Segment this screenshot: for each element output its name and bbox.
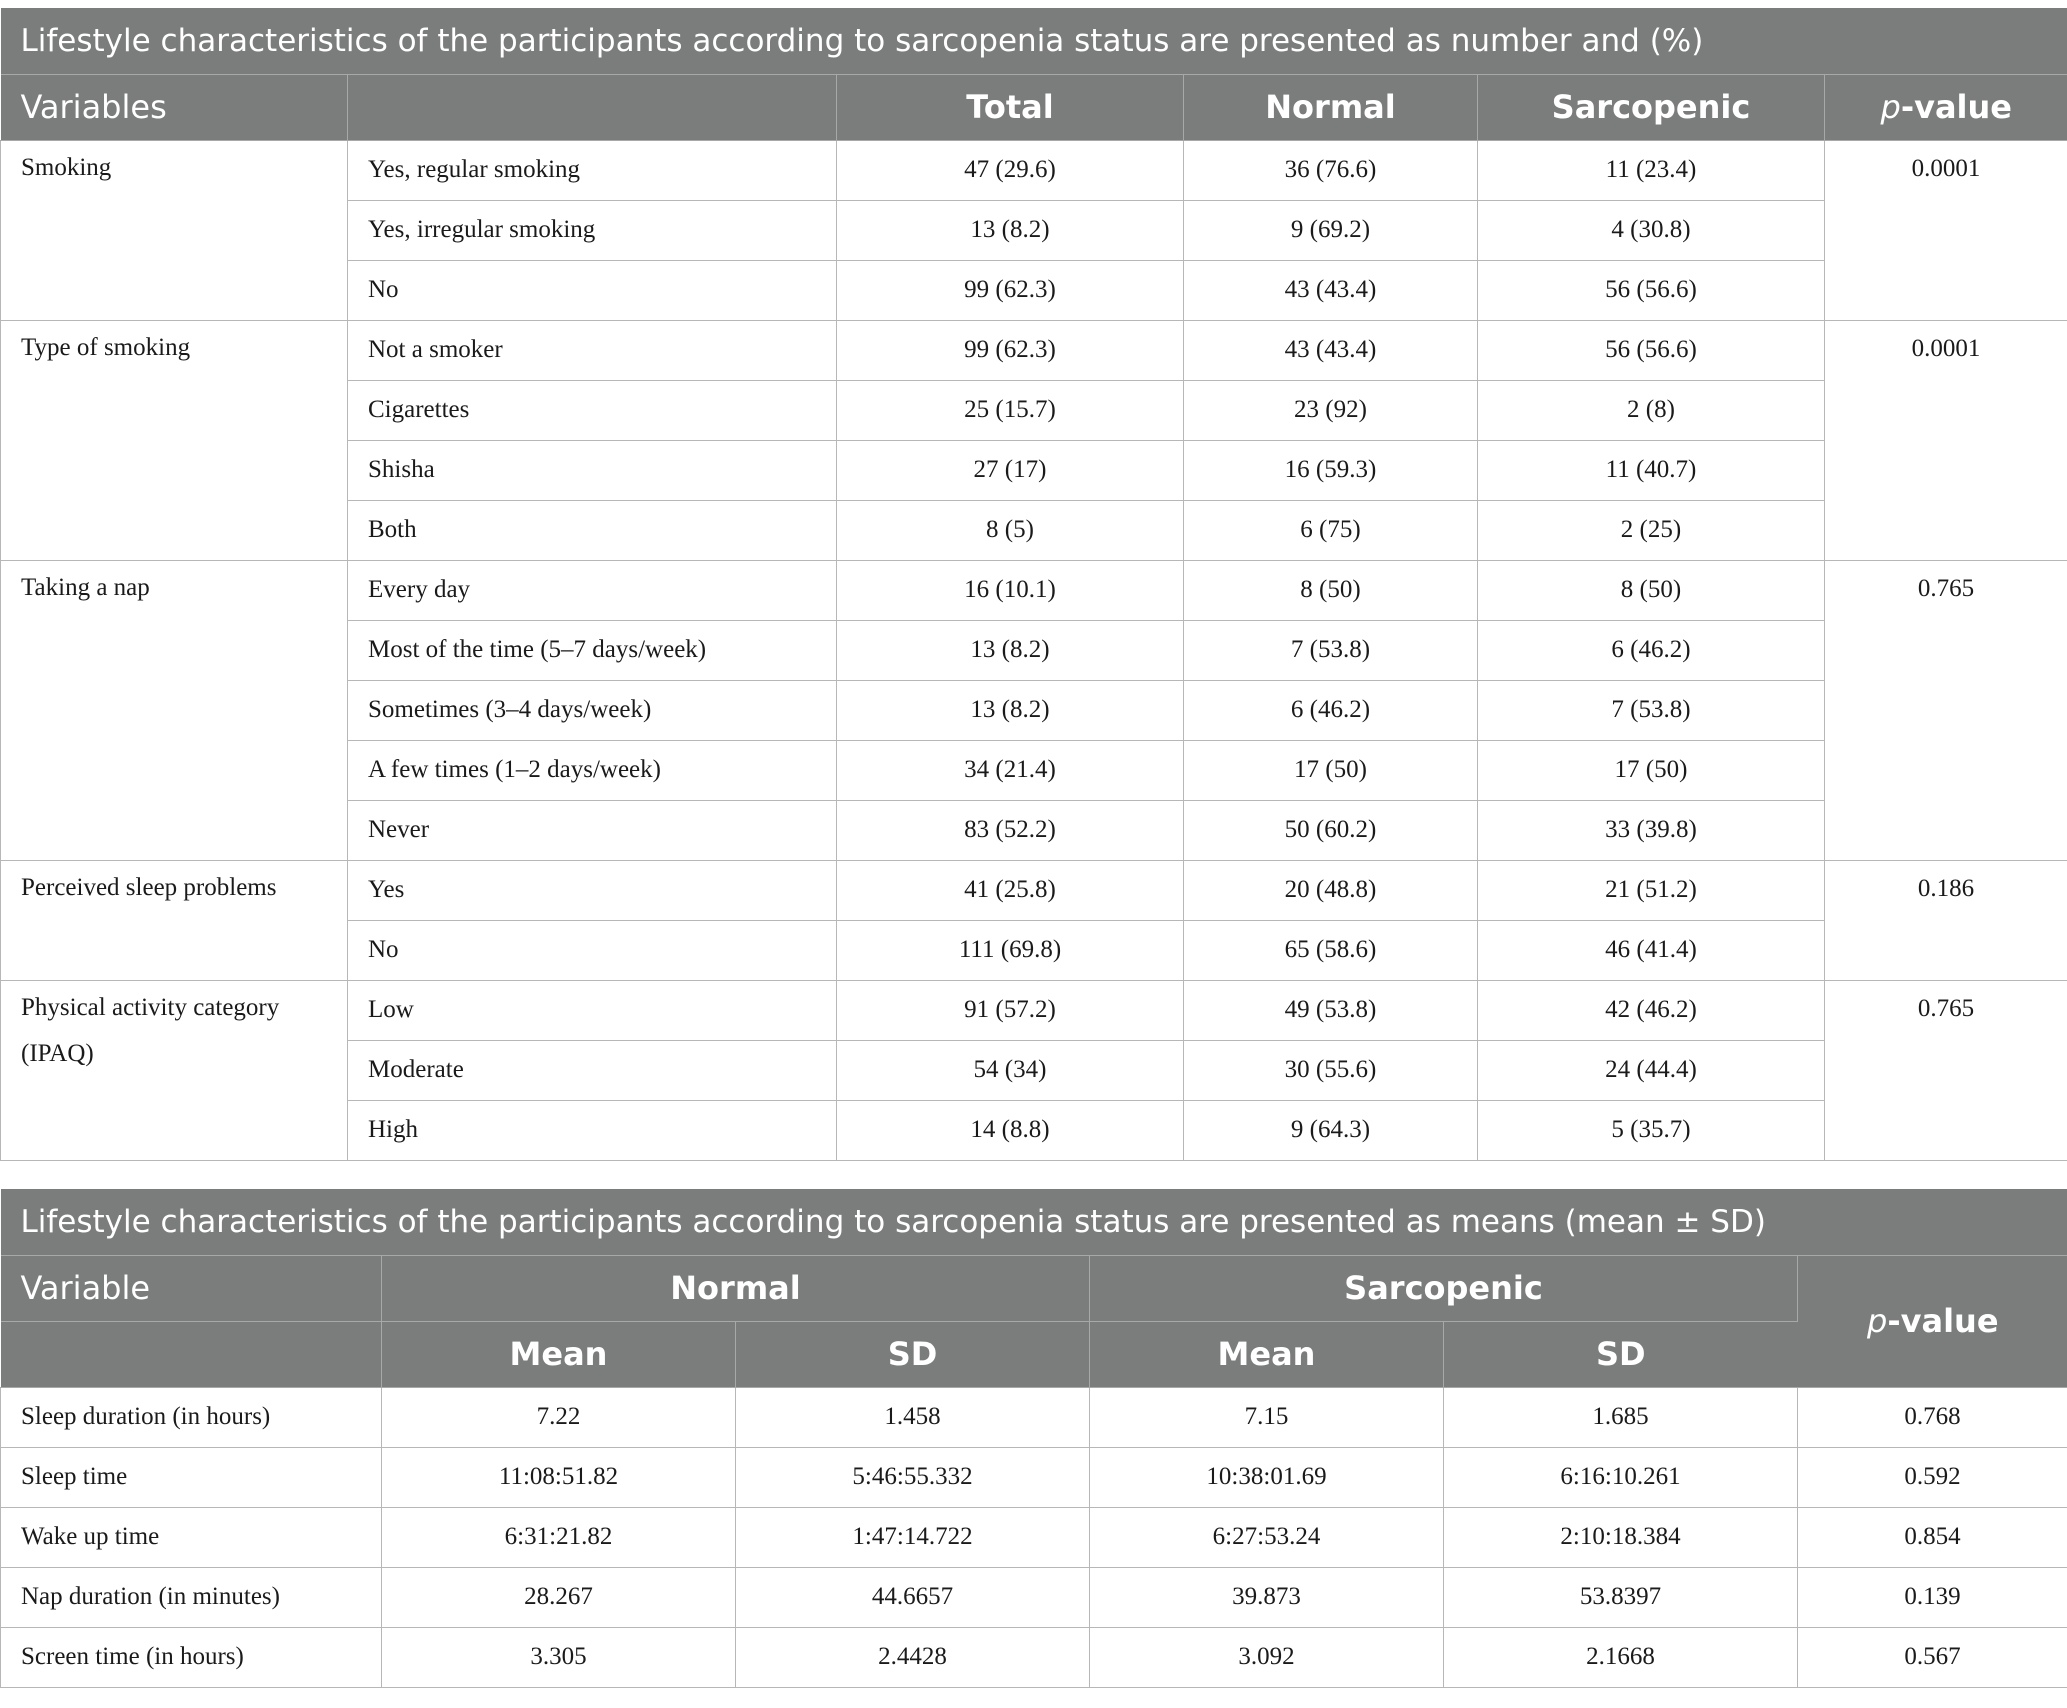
header-sarcopenic: Sarcopenic xyxy=(1478,74,1825,140)
table-row xyxy=(1,860,2067,920)
sarcopenic-cell: 42 (46.2) xyxy=(1478,980,1825,1040)
normal-mean-cell: 28.267 xyxy=(382,1567,736,1627)
normal-mean-cell: 7.22 xyxy=(382,1387,736,1447)
header-p-value xyxy=(1825,74,2067,140)
table2-body xyxy=(1,1387,2067,1687)
counts-table xyxy=(0,8,2067,1161)
variable-cell: Nap duration (in minutes) xyxy=(1,1567,382,1627)
sarcopenic-cell: 2 (25) xyxy=(1478,500,1825,560)
table-row xyxy=(1,1627,2067,1687)
sarcopenic-cell: 46 (41.4) xyxy=(1478,920,1825,980)
sarcopenic-cell: 5 (35.7) xyxy=(1478,1100,1825,1160)
total-cell: 99 (62.3) xyxy=(837,320,1184,380)
header-normal-sd: SD xyxy=(736,1321,1090,1387)
p-italic-2: p xyxy=(1867,1302,1888,1340)
total-cell: 111 (69.8) xyxy=(837,920,1184,980)
header-sarc-sd: SD xyxy=(1444,1321,1798,1387)
total-cell: 99 (62.3) xyxy=(837,260,1184,320)
variable-label: Physical activity category (IPAQ) xyxy=(21,993,280,1067)
p-value-cell: 0.768 xyxy=(1798,1387,2067,1447)
p-value-text: 0.765 xyxy=(1917,574,1975,602)
normal-cell: 17 (50) xyxy=(1184,740,1478,800)
normal-cell: 43 (43.4) xyxy=(1184,260,1478,320)
header-sarcopenic-group: Sarcopenic xyxy=(1090,1255,1798,1321)
sarcopenic-cell: 24 (44.4) xyxy=(1478,1040,1825,1100)
category-cell: Yes, regular smoking xyxy=(348,140,837,200)
category-cell: Never xyxy=(348,800,837,860)
variable-label: Type of smoking xyxy=(21,333,191,361)
sarcopenic-cell: 2 (8) xyxy=(1478,380,1825,440)
sarcopenic-cell: 4 (30.8) xyxy=(1478,200,1825,260)
category-cell: Sometimes (3–4 days/week) xyxy=(348,680,837,740)
sarcopenic-cell: 56 (56.6) xyxy=(1478,320,1825,380)
variable-cell: Sleep duration (in hours) xyxy=(1,1387,382,1447)
p-value-cell xyxy=(1825,980,2067,1160)
sarc-sd-cell: 2:10:18.384 xyxy=(1444,1507,1798,1567)
variable-cell xyxy=(1,860,348,980)
p-value-cell: 0.854 xyxy=(1798,1507,2067,1567)
normal-mean-cell: 11:08:51.82 xyxy=(382,1447,736,1507)
table-row xyxy=(1,1447,2067,1507)
sarc-sd-cell: 6:16:10.261 xyxy=(1444,1447,1798,1507)
variable-cell xyxy=(1,140,348,320)
variable-label: Perceived sleep problems xyxy=(21,873,277,901)
total-cell: 34 (21.4) xyxy=(837,740,1184,800)
sarcopenic-cell: 6 (46.2) xyxy=(1478,620,1825,680)
normal-sd-cell: 2.4428 xyxy=(736,1627,1090,1687)
variable-cell: Screen time (in hours) xyxy=(1,1627,382,1687)
header-normal-mean: Mean xyxy=(382,1321,736,1387)
sarcopenic-cell: 21 (51.2) xyxy=(1478,860,1825,920)
category-cell: Low xyxy=(348,980,837,1040)
total-cell: 25 (15.7) xyxy=(837,380,1184,440)
p-rest: -value xyxy=(1900,88,2012,126)
category-cell: Both xyxy=(348,500,837,560)
table1-body xyxy=(1,140,2067,1160)
p-value-cell xyxy=(1825,860,2067,980)
category-cell: Shisha xyxy=(348,440,837,500)
category-cell: Yes xyxy=(348,860,837,920)
p-italic: p xyxy=(1880,88,1901,126)
normal-cell: 9 (64.3) xyxy=(1184,1100,1478,1160)
p-value-cell: 0.139 xyxy=(1798,1567,2067,1627)
header-category xyxy=(348,74,837,140)
sarcopenic-cell: 8 (50) xyxy=(1478,560,1825,620)
category-cell: Yes, irregular smoking xyxy=(348,200,837,260)
normal-cell: 36 (76.6) xyxy=(1184,140,1478,200)
total-cell: 27 (17) xyxy=(837,440,1184,500)
normal-cell: 9 (69.2) xyxy=(1184,200,1478,260)
variable-label: Smoking xyxy=(21,153,112,181)
category-cell: Cigarettes xyxy=(348,380,837,440)
normal-cell: 16 (59.3) xyxy=(1184,440,1478,500)
p-value-cell xyxy=(1825,320,2067,560)
total-cell: 8 (5) xyxy=(837,500,1184,560)
total-cell: 16 (10.1) xyxy=(837,560,1184,620)
p-value-cell xyxy=(1825,140,2067,320)
category-cell: Not a smoker xyxy=(348,320,837,380)
sarc-sd-cell: 2.1668 xyxy=(1444,1627,1798,1687)
sarcopenic-cell: 11 (23.4) xyxy=(1478,140,1825,200)
variable-label: Taking a nap xyxy=(21,573,150,601)
total-cell: 91 (57.2) xyxy=(837,980,1184,1040)
p-value-text: 0.0001 xyxy=(1911,154,1981,182)
category-cell: Moderate xyxy=(348,1040,837,1100)
category-cell: No xyxy=(348,920,837,980)
category-cell: No xyxy=(348,260,837,320)
category-cell: High xyxy=(348,1100,837,1160)
total-cell: 54 (34) xyxy=(837,1040,1184,1100)
total-cell: 83 (52.2) xyxy=(837,800,1184,860)
header-p-value-2 xyxy=(1798,1255,2067,1387)
header-total: Total xyxy=(837,74,1184,140)
sarc-mean-cell: 39.873 xyxy=(1090,1567,1444,1627)
normal-cell: 8 (50) xyxy=(1184,560,1478,620)
table1-caption: Lifestyle characteristics of the participants according to sarcopenia status are presented as number and (%) xyxy=(1,8,2067,74)
sarcopenic-cell: 11 (40.7) xyxy=(1478,440,1825,500)
normal-cell: 65 (58.6) xyxy=(1184,920,1478,980)
category-cell: A few times (1–2 days/week) xyxy=(348,740,837,800)
normal-mean-cell: 3.305 xyxy=(382,1627,736,1687)
normal-sd-cell: 5:46:55.332 xyxy=(736,1447,1090,1507)
header-blank xyxy=(1,1321,382,1387)
p-value-text: 0.186 xyxy=(1917,874,1975,902)
normal-cell: 49 (53.8) xyxy=(1184,980,1478,1040)
normal-cell: 6 (75) xyxy=(1184,500,1478,560)
normal-cell: 50 (60.2) xyxy=(1184,800,1478,860)
normal-sd-cell: 44.6657 xyxy=(736,1567,1090,1627)
total-cell: 47 (29.6) xyxy=(837,140,1184,200)
normal-sd-cell: 1.458 xyxy=(736,1387,1090,1447)
p-value-cell: 0.592 xyxy=(1798,1447,2067,1507)
total-cell: 41 (25.8) xyxy=(837,860,1184,920)
header-sarc-mean: Mean xyxy=(1090,1321,1444,1387)
variable-cell xyxy=(1,320,348,560)
table-row xyxy=(1,1507,2067,1567)
normal-cell: 6 (46.2) xyxy=(1184,680,1478,740)
normal-cell: 23 (92) xyxy=(1184,380,1478,440)
variable-cell xyxy=(1,560,348,860)
table-row xyxy=(1,1567,2067,1627)
sarcopenic-cell: 33 (39.8) xyxy=(1478,800,1825,860)
variable-cell: Sleep time xyxy=(1,1447,382,1507)
total-cell: 13 (8.2) xyxy=(837,680,1184,740)
sarcopenic-cell: 7 (53.8) xyxy=(1478,680,1825,740)
header-normal: Normal xyxy=(1184,74,1478,140)
normal-cell: 43 (43.4) xyxy=(1184,320,1478,380)
sarc-sd-cell: 53.8397 xyxy=(1444,1567,1798,1627)
normal-sd-cell: 1:47:14.722 xyxy=(736,1507,1090,1567)
p-value-text: 0.765 xyxy=(1917,994,1975,1022)
table-row xyxy=(1,980,2067,1040)
normal-cell: 20 (48.8) xyxy=(1184,860,1478,920)
table-row xyxy=(1,140,2067,200)
table-row xyxy=(1,560,2067,620)
header-variables: Variables xyxy=(1,74,348,140)
sarcopenic-cell: 17 (50) xyxy=(1478,740,1825,800)
sarcopenic-cell: 56 (56.6) xyxy=(1478,260,1825,320)
sarc-mean-cell: 3.092 xyxy=(1090,1627,1444,1687)
category-cell: Every day xyxy=(348,560,837,620)
total-cell: 13 (8.2) xyxy=(837,200,1184,260)
table-row xyxy=(1,320,2067,380)
category-cell: Most of the time (5–7 days/week) xyxy=(348,620,837,680)
p-value-text: 0.0001 xyxy=(1911,334,1981,362)
normal-mean-cell: 6:31:21.82 xyxy=(382,1507,736,1567)
p-value-cell: 0.567 xyxy=(1798,1627,2067,1687)
variable-cell: Wake up time xyxy=(1,1507,382,1567)
total-cell: 13 (8.2) xyxy=(837,620,1184,680)
header-normal-group: Normal xyxy=(382,1255,1090,1321)
p-value-cell xyxy=(1825,560,2067,860)
header-variable: Variable xyxy=(1,1255,382,1321)
sarc-sd-cell: 1.685 xyxy=(1444,1387,1798,1447)
sarc-mean-cell: 6:27:53.24 xyxy=(1090,1507,1444,1567)
p-rest-2: -value xyxy=(1887,1302,1999,1340)
sarc-mean-cell: 7.15 xyxy=(1090,1387,1444,1447)
sarc-mean-cell: 10:38:01.69 xyxy=(1090,1447,1444,1507)
variable-cell xyxy=(1,980,348,1160)
table-row xyxy=(1,1387,2067,1447)
normal-cell: 30 (55.6) xyxy=(1184,1040,1478,1100)
total-cell: 14 (8.8) xyxy=(837,1100,1184,1160)
table2-caption: Lifestyle characteristics of the participants according to sarcopenia status are presented as means (mean ± SD) xyxy=(1,1189,2067,1255)
normal-cell: 7 (53.8) xyxy=(1184,620,1478,680)
means-table xyxy=(0,1189,2067,1688)
